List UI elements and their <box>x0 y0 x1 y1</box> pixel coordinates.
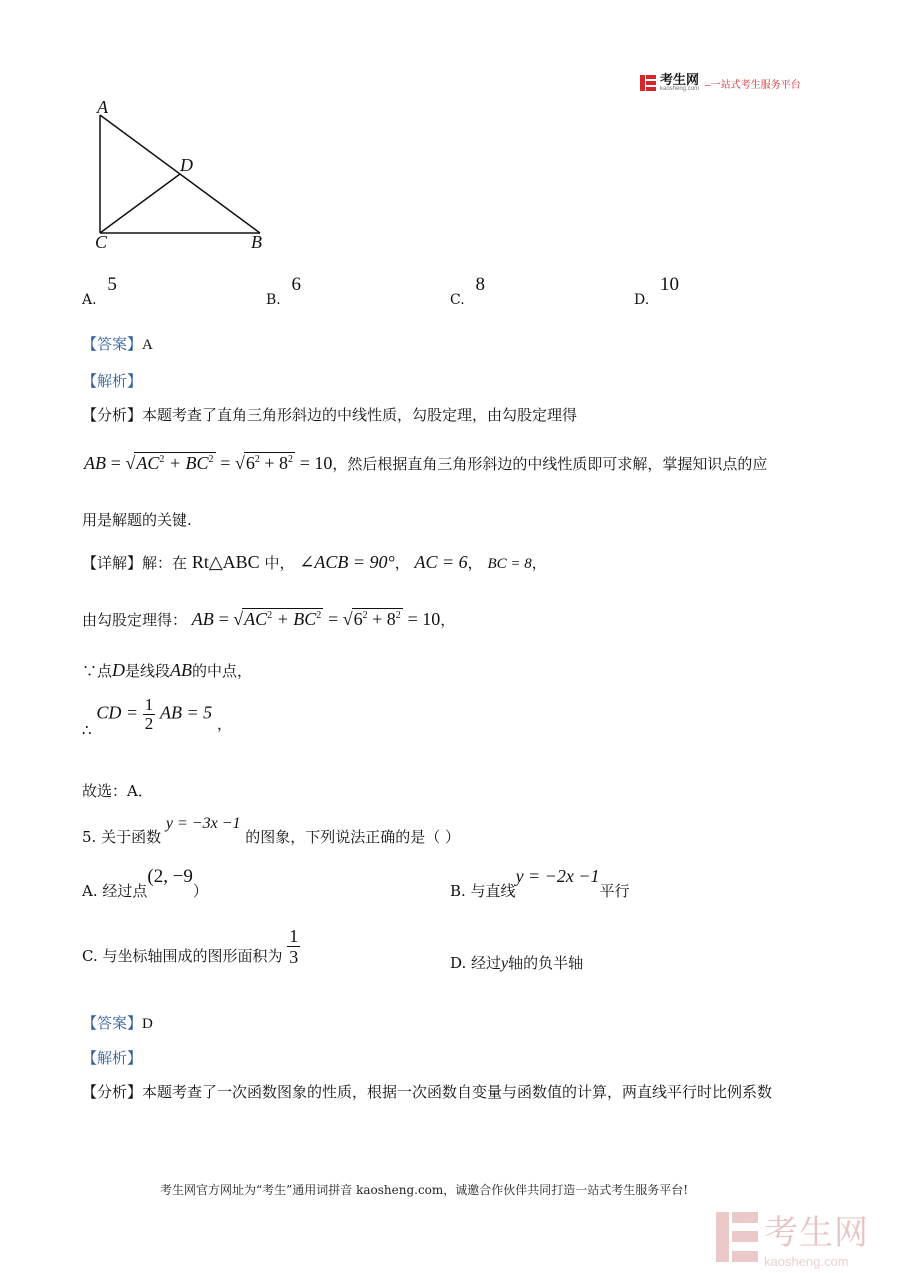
q5-option-c: C. 与坐标轴围成的图形面积为 $\frac{1}{3}$ <box>82 926 299 967</box>
q4-therefore: ∴ CD = $\frac{1}{2}$ AB = 5 ， <box>82 695 232 739</box>
watermark-logo-icon <box>716 1212 758 1262</box>
q5-stem: 5. 关于函数 y = −3x −1 的图象，下列说法正确的是（ ） <box>82 815 461 846</box>
watermark-name: 考生网 <box>764 1214 869 1252</box>
q4-option-b: B. 6 <box>266 274 302 308</box>
q4-option-d: D. 10 <box>634 274 679 308</box>
q4-answer: 【答案】A <box>82 335 153 353</box>
q5-option-d: D. 经过y轴的负半轴 <box>450 954 584 972</box>
footer-text: 考生网官方网址为“考生”通用词拼音 kaosheng.com，诚邀合作伙伴共同打造一站式考生服务平台! <box>160 1183 689 1197</box>
q4-fenxi: 【分析】本题考查了直角三角形斜边的中线性质，勾股定理，由勾股定理得 <box>82 406 578 424</box>
q4-analysis-tag: 【解析】 <box>82 372 143 390</box>
q4-because: ∵点D是线段AB的中点， <box>82 660 253 680</box>
q4-equation-1: AB = $√AC^2 + BC^2 = √6^2 + 8^2 = 10$，然后根据直角三角形斜边的中线性质即可求解，掌握知识点的应 <box>84 453 768 473</box>
vertex-label-b: B <box>251 232 262 252</box>
median-cd <box>100 174 180 233</box>
header-slogan: –一站式考生服务平台 <box>705 79 801 91</box>
q5-analysis-tag: 【解析】 <box>82 1049 143 1067</box>
kaosheng-logo-icon <box>640 75 656 91</box>
q4-choose: 故选：A． <box>82 782 153 800</box>
q4-option-c: C. 8 <box>450 274 485 308</box>
q4-fenxi-cont: 用是解题的关键. <box>82 511 192 529</box>
vertex-label-c: C <box>95 232 108 252</box>
logo-name: 考生网 <box>660 72 700 87</box>
vertex-label-a: A <box>97 97 108 117</box>
q5-fenxi: 【分析】本题考查了一次函数图象的性质，根据一次函数自变量与函数值的计算，两直线平行时比例系数 <box>82 1083 773 1101</box>
logo-domain: kaosheng.com <box>660 86 700 92</box>
q4-gougu: 由勾股定理得： AB = $√AC^2 + BC^2 = √6^2 + 8^2 = 10$， <box>82 609 456 629</box>
q4-option-a: A. 5 <box>82 274 117 308</box>
q4-xiangjie: 【详解】解：在 Rt△ABC 中， ∠ACB = 90°， AC = 6， BC = 8， <box>82 552 547 572</box>
q5-option-a: A. 经过点(2, −9） <box>82 866 208 900</box>
q5-answer: 【答案】D <box>82 1014 153 1032</box>
header-logo <box>640 74 801 92</box>
vertex-label-d: D <box>180 155 193 175</box>
watermark <box>716 1205 869 1269</box>
q5-option-b: B. 与直线y = −2x −1平行 <box>450 866 630 900</box>
watermark-domain: kaosheng.com <box>764 1254 849 1269</box>
